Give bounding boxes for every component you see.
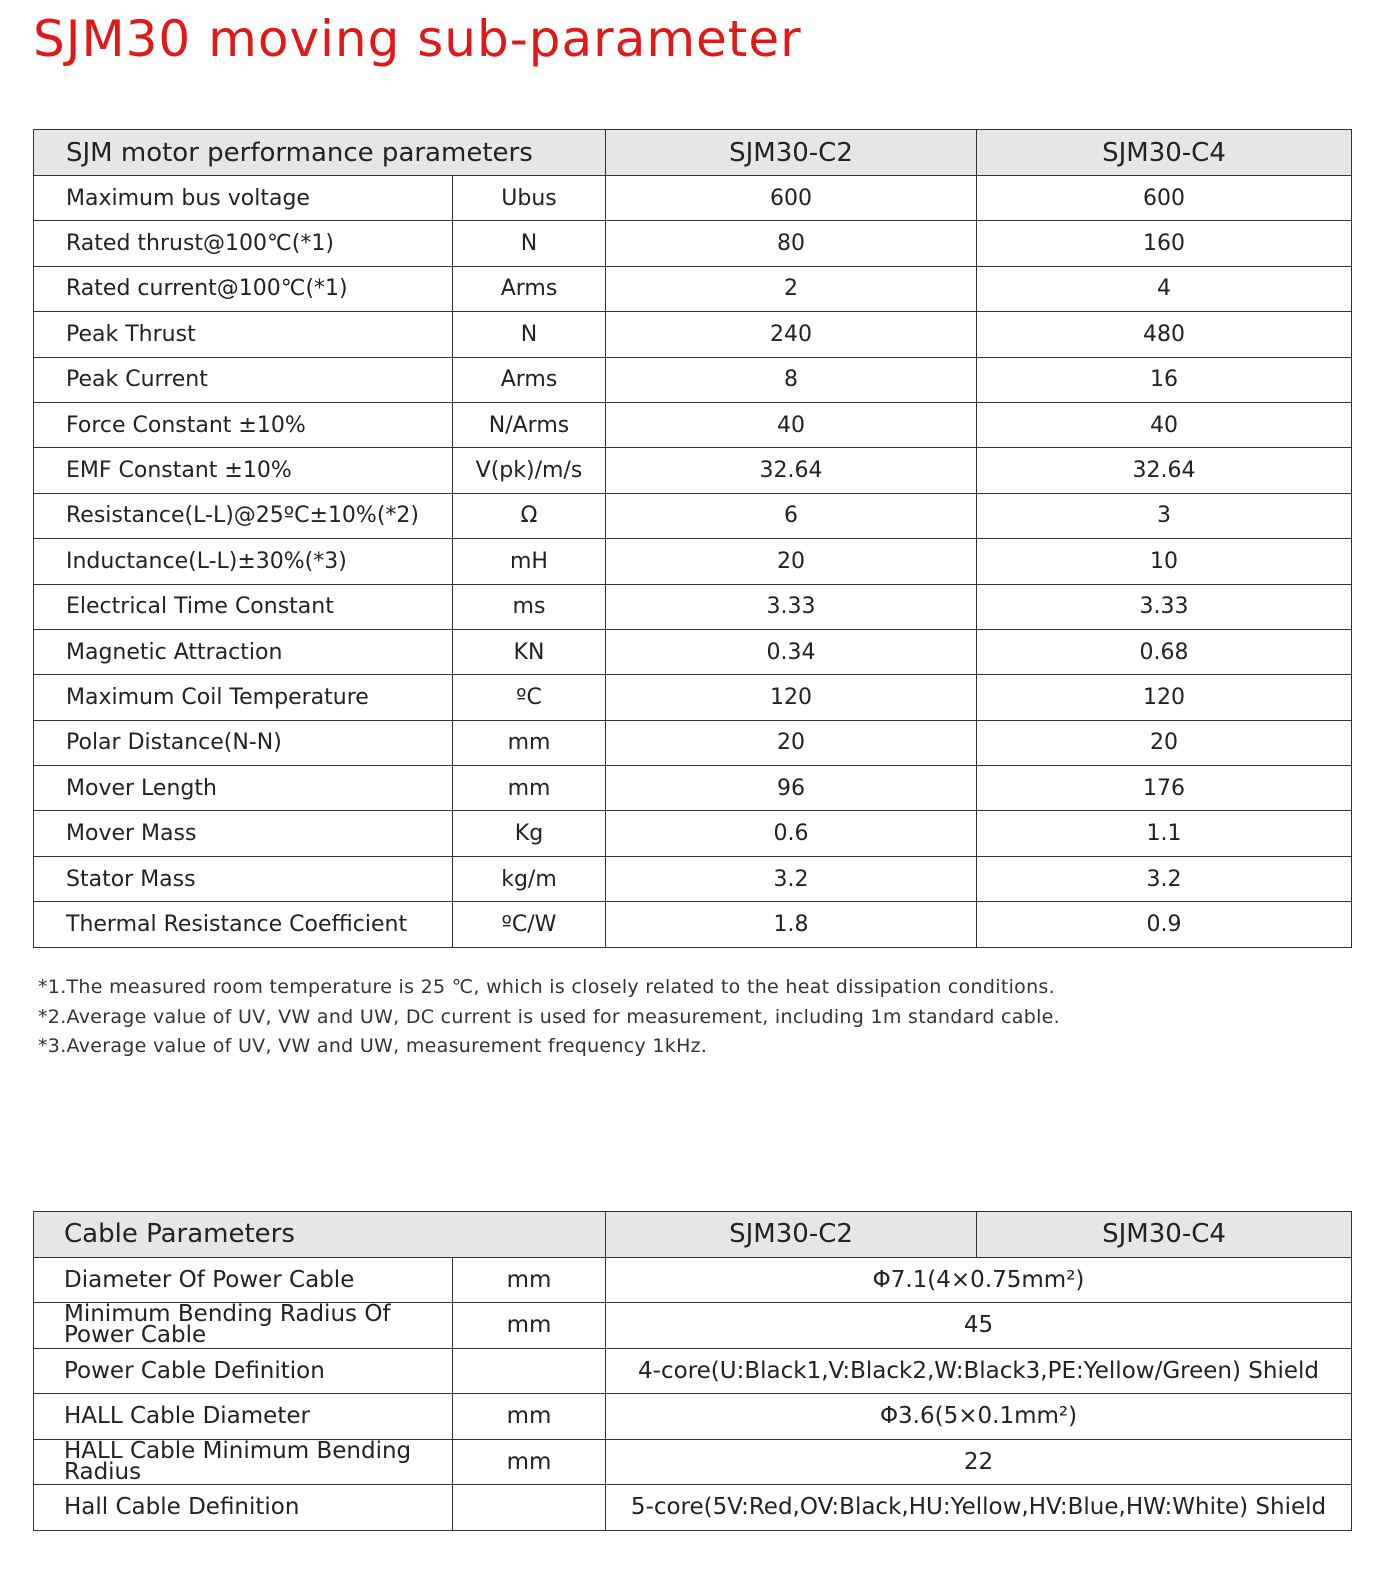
parameter-name: Rated thrust@100℃(*1) <box>34 221 453 266</box>
value-c4: 16 <box>977 357 1352 402</box>
parameter-name: Polar Distance(N-N) <box>34 720 453 765</box>
table-row <box>34 1303 1352 1349</box>
table-row <box>34 629 1352 674</box>
parameter-name: Power Cable Definition <box>34 1348 453 1394</box>
footnote: *3.Average value of UV, VW and UW, measurement frequency 1kHz. <box>38 1035 708 1057</box>
table-row <box>34 312 1352 357</box>
value-c4: 3.2 <box>977 856 1352 901</box>
unit-cell: mm <box>453 1394 606 1440</box>
parameter-name: Mover Length <box>34 766 453 811</box>
table-row <box>34 902 1352 947</box>
merged-value: Φ7.1(4×0.75mm²) <box>606 1257 1352 1303</box>
table-row <box>34 811 1352 856</box>
parameter-name: Stator Mass <box>34 856 453 901</box>
value-c2: 8 <box>606 357 977 402</box>
merged-value: 5-core(5V:Red,OV:Black,HU:Yellow,HV:Blue,HW:White) Shield <box>606 1485 1352 1531</box>
table-row <box>34 448 1352 493</box>
cable-header-label: Cable Parameters <box>34 1212 606 1258</box>
performance-header-model-c4: SJM30-C4 <box>977 130 1352 176</box>
table-row <box>34 720 1352 765</box>
performance-header-model-c2: SJM30-C2 <box>606 130 977 176</box>
value-c4: 600 <box>977 176 1352 221</box>
parameter-name: Peak Current <box>34 357 453 402</box>
performance-table <box>33 129 1352 948</box>
value-c2: 96 <box>606 766 977 811</box>
value-c4: 3.33 <box>977 584 1352 629</box>
table-row <box>34 584 1352 629</box>
unit-cell: Arms <box>453 357 606 402</box>
value-c4: 3 <box>977 493 1352 538</box>
parameter-name: Electrical Time Constant <box>34 584 453 629</box>
table-row <box>34 266 1352 311</box>
table-row <box>34 1394 1352 1440</box>
cable-header-model-c2: SJM30-C2 <box>606 1212 977 1258</box>
table-row <box>34 1348 1352 1394</box>
unit-cell: N <box>453 312 606 357</box>
value-c4: 120 <box>977 675 1352 720</box>
table-row <box>34 766 1352 811</box>
footnote: *1.The measured room temperature is 25 ℃, which is closely related to the heat dissipation conditions. <box>38 976 1055 998</box>
unit-cell: Ω <box>453 493 606 538</box>
page-title: SJM30 moving sub-parameter <box>33 10 802 68</box>
value-c4: 1.1 <box>977 811 1352 856</box>
table-row <box>34 1439 1352 1485</box>
value-c2: 3.33 <box>606 584 977 629</box>
footnote: *2.Average value of UV, VW and UW, DC current is used for measurement, including 1m standard cable. <box>38 1005 1060 1028</box>
cable-table <box>33 1211 1352 1531</box>
parameter-name: Minimum Bending Radius Of Power Cable <box>34 1303 453 1349</box>
unit-cell: N <box>453 221 606 266</box>
parameter-name: Mover Mass <box>34 811 453 856</box>
parameter-name: Force Constant ±10% <box>34 402 453 447</box>
merged-value: 45 <box>606 1303 1352 1349</box>
parameter-name: Diameter Of Power Cable <box>34 1257 453 1303</box>
value-c2: 6 <box>606 493 977 538</box>
value-c4: 20 <box>977 720 1352 765</box>
unit-cell: V(pk)/m/s <box>453 448 606 493</box>
value-c2: 0.6 <box>606 811 977 856</box>
table-row <box>34 675 1352 720</box>
footnotes <box>38 973 1060 1062</box>
unit-cell: mm <box>453 720 606 765</box>
parameter-name: Maximum Coil Temperature <box>34 675 453 720</box>
value-c2: 120 <box>606 675 977 720</box>
unit-cell: kg/m <box>453 856 606 901</box>
value-c4: 32.64 <box>977 448 1352 493</box>
unit-cell <box>453 1348 606 1394</box>
table-row <box>34 1485 1352 1531</box>
value-c2: 3.2 <box>606 856 977 901</box>
value-c4: 0.68 <box>977 629 1352 674</box>
parameter-name: EMF Constant ±10% <box>34 448 453 493</box>
value-c4: 40 <box>977 402 1352 447</box>
unit-cell: ºC <box>453 675 606 720</box>
value-c4: 10 <box>977 539 1352 584</box>
unit-cell: ºC/W <box>453 902 606 947</box>
table-row <box>34 221 1352 266</box>
unit-cell: ms <box>453 584 606 629</box>
unit-cell: Ubus <box>453 176 606 221</box>
value-c2: 600 <box>606 176 977 221</box>
value-c4: 160 <box>977 221 1352 266</box>
unit-cell: Arms <box>453 266 606 311</box>
table-row <box>34 1257 1352 1303</box>
value-c2: 80 <box>606 221 977 266</box>
table-row <box>34 176 1352 221</box>
value-c2: 20 <box>606 720 977 765</box>
table-row <box>34 402 1352 447</box>
unit-cell: N/Arms <box>453 402 606 447</box>
value-c2: 0.34 <box>606 629 977 674</box>
performance-header-row <box>34 130 1352 176</box>
value-c2: 2 <box>606 266 977 311</box>
parameter-name: HALL Cable Minimum Bending Radius <box>34 1439 453 1485</box>
parameter-name: Maximum bus voltage <box>34 176 453 221</box>
unit-cell: mm <box>453 1303 606 1349</box>
value-c2: 32.64 <box>606 448 977 493</box>
unit-cell <box>453 1485 606 1531</box>
value-c2: 1.8 <box>606 902 977 947</box>
parameter-name: Inductance(L-L)±30%(*3) <box>34 539 453 584</box>
value-c4: 480 <box>977 312 1352 357</box>
performance-header-label: SJM motor performance parameters <box>34 130 606 176</box>
value-c4: 176 <box>977 766 1352 811</box>
parameter-name: Magnetic Attraction <box>34 629 453 674</box>
unit-cell: mm <box>453 1439 606 1485</box>
unit-cell: mH <box>453 539 606 584</box>
unit-cell: mm <box>453 766 606 811</box>
unit-cell: KN <box>453 629 606 674</box>
parameter-name: Resistance(L-L)@25ºC±10%(*2) <box>34 493 453 538</box>
unit-cell: Kg <box>453 811 606 856</box>
parameter-name: Peak Thrust <box>34 312 453 357</box>
table-row <box>34 493 1352 538</box>
value-c2: 40 <box>606 402 977 447</box>
merged-value: 22 <box>606 1439 1352 1485</box>
merged-value: 4-core(U:Black1,V:Black2,W:Black3,PE:Yellow/Green) Shield <box>606 1348 1352 1394</box>
value-c2: 20 <box>606 539 977 584</box>
table-row <box>34 357 1352 402</box>
parameter-name: HALL Cable Diameter <box>34 1394 453 1440</box>
table-row <box>34 856 1352 901</box>
value-c4: 4 <box>977 266 1352 311</box>
parameter-name: Rated current@100℃(*1) <box>34 266 453 311</box>
cable-header-row <box>34 1212 1352 1258</box>
parameter-name: Hall Cable Definition <box>34 1485 453 1531</box>
value-c2: 240 <box>606 312 977 357</box>
value-c4: 0.9 <box>977 902 1352 947</box>
parameter-name: Thermal Resistance Coefficient <box>34 902 453 947</box>
table-row <box>34 539 1352 584</box>
unit-cell: mm <box>453 1257 606 1303</box>
cable-header-model-c4: SJM30-C4 <box>977 1212 1352 1258</box>
merged-value: Φ3.6(5×0.1mm²) <box>606 1394 1352 1440</box>
